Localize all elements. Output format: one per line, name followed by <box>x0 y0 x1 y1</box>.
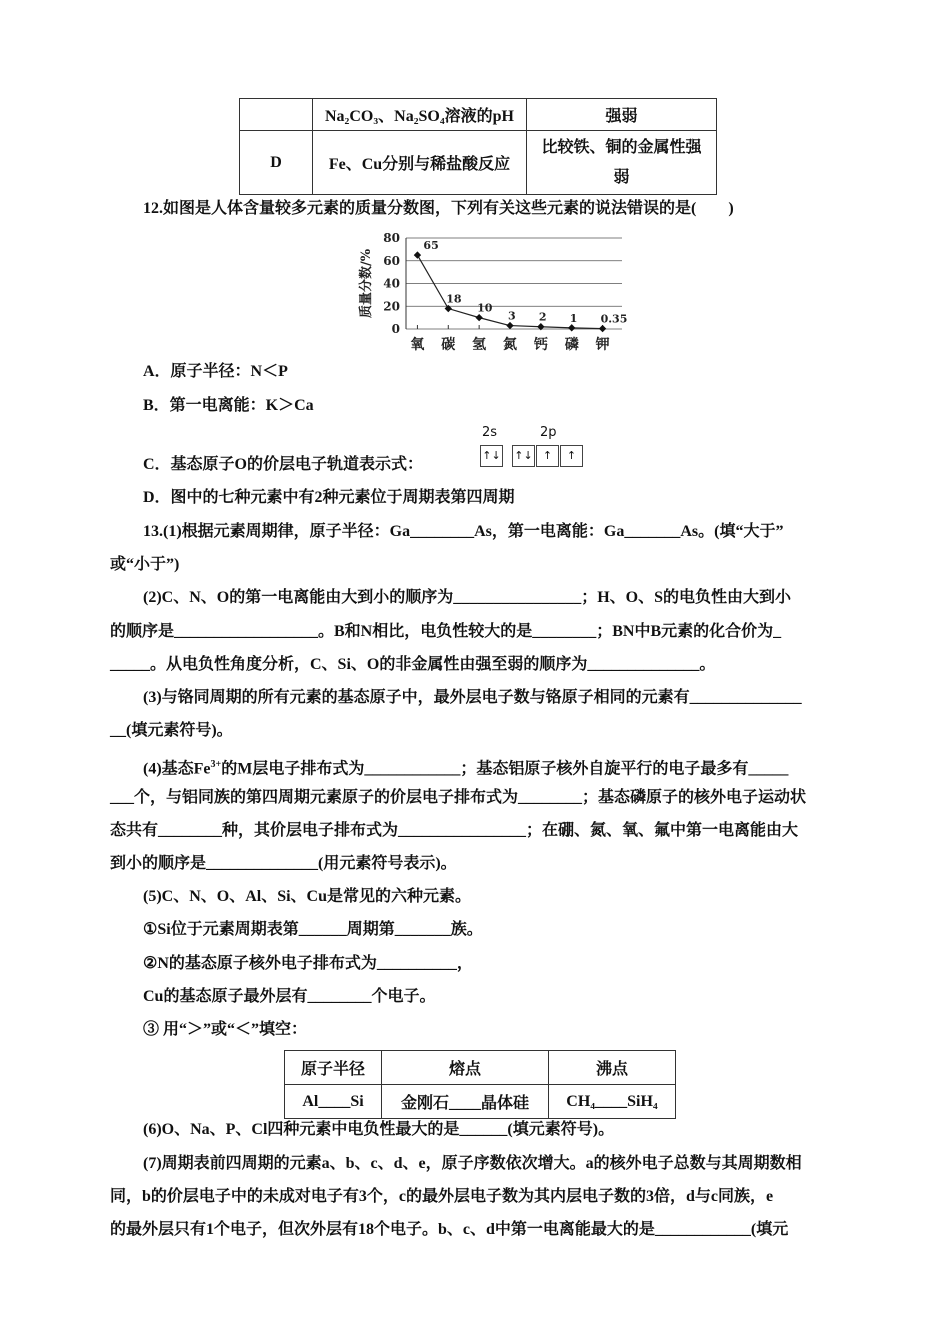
orbital-box-2p-1: ↑↓ <box>512 445 535 467</box>
orbital-box-2p-2: ↑ <box>536 445 559 467</box>
data-label: 1 <box>569 311 578 325</box>
orbital-box-2s: ↑↓ <box>480 445 503 467</box>
data-point <box>506 322 513 329</box>
table-cell: Na₂CO₃、Na₂SO₄溶液的pH <box>313 99 527 131</box>
table-cell: Fe、Cu分别与稀盐酸反应 <box>313 131 527 195</box>
question-12-stem: 12.如图是人体含量较多元素的质量分数图，下列有关这些元素的说法错误的是( ) <box>143 200 734 217</box>
table-cell: D <box>240 131 313 195</box>
data-label: 2 <box>538 310 547 324</box>
q13-line: ②N的基态原子核外电子排布式为__________， <box>143 955 473 972</box>
data-label: 65 <box>423 239 439 253</box>
x-tick-label: 钾 <box>595 337 610 353</box>
data-label: 3 <box>508 309 516 323</box>
q13-text: (4)基态Fe <box>143 760 211 778</box>
table-header: 原子半径 <box>285 1051 382 1085</box>
q13-line: 或“小于”) <box>110 556 180 573</box>
orbital-label-2p: 2p <box>540 425 557 440</box>
y-tick-label: 60 <box>383 253 400 268</box>
table-cell: 金刚石____晶体硅 <box>382 1085 549 1119</box>
x-tick-label: 氧 <box>410 337 425 353</box>
data-label: 10 <box>477 301 493 315</box>
y-tick-label: 40 <box>383 276 400 291</box>
data-point <box>475 314 482 321</box>
x-tick-label: 钙 <box>533 337 548 353</box>
q13-line: (5)C、N、O、Al、Si、Cu是常见的六种元素。 <box>143 888 472 905</box>
x-tick-label: 氮 <box>503 337 517 353</box>
fill-in-table <box>284 1050 676 1119</box>
q13-line: ___个，与铝同族的第四周期元素原子的价层电子排布式为________；基态磷原子的核外电子运动状 <box>110 789 807 806</box>
table-header: 沸点 <box>549 1051 676 1085</box>
data-point <box>599 325 606 332</box>
data-point <box>414 251 421 258</box>
data-label: 18 <box>446 292 462 306</box>
q13-line: 的最外层只有1个电子，但次外层有18个电子。b、c、d中第一电离能最大的是____________(填元 <box>110 1221 789 1238</box>
q13-line: ①Si位于元素周期表第______周期第_______族。 <box>143 921 483 938</box>
table-cell-text: 弱 <box>613 168 630 186</box>
data-point <box>568 324 575 331</box>
q13-line: 同，b的价层电子中的未成对电子有3个，c的最外层电子数为其内层电子数的3倍，d与c同族，e <box>110 1188 774 1205</box>
q13-line: 的顺序是__________________。B和N相比，电负性较大的是________；BN中B元素的化合价为_ <box>110 623 782 640</box>
q13-line: _____。从电负性角度分析，C、Si、O的非金属性由强至弱的顺序为______________。 <box>110 656 716 673</box>
table-cell-text: 比较铁、铜的金属性强 <box>541 138 702 156</box>
orbital-box-2p-3: ↑ <box>560 445 583 467</box>
q13-line: (3)与铬同周期的所有元素的基态原子中，最外层电子数与铬原子相同的元素有______________ <box>143 689 802 706</box>
q13-line: (2)C、N、O的第一电离能由大到小的顺序为________________；H、O、S的电负性由大到小 <box>143 589 792 606</box>
comparison-table <box>239 98 717 195</box>
table-cell <box>527 131 717 195</box>
table-cell: 强弱 <box>527 99 717 131</box>
q13-line: ③ 用“＞”或“＜”填空： <box>143 1021 308 1038</box>
q13-line: Cu的基态原子最外层有________个电子。 <box>143 988 436 1005</box>
q13-sup: 3+ <box>210 759 222 770</box>
data-label: 0.35 <box>600 312 628 326</box>
q13-line: (6)O、Na、P、Cl四种元素中电负性最大的是______(填元素符号)。 <box>143 1121 615 1138</box>
table-cell: CH₄____SiH₄ <box>549 1085 676 1119</box>
y-axis-label: 质量分数/% <box>359 248 374 319</box>
q13-line: 13.(1)根据元素周期律，原子半径：Ga________As，第一电离能：Ga_______As。(填“大于” <box>143 523 784 540</box>
mass-fraction-chart <box>350 226 630 356</box>
table-cell <box>240 99 313 131</box>
y-tick-label: 20 <box>383 299 400 314</box>
x-tick-label: 磷 <box>564 337 579 353</box>
orbital-label-2s: 2s <box>482 425 498 440</box>
y-tick-label: 0 <box>391 322 400 336</box>
q13-line: 到小的顺序是______________(用元素符号表示)。 <box>110 855 457 872</box>
q13-line: 态共有________种，其价层电子排布式为________________；在硼、氮、氧、氟中第一电离能由大 <box>110 822 799 839</box>
option-b: B．第一电离能：K＞Ca <box>143 397 314 414</box>
q13-text: 的M层电子排布式为____________；基态铝原子核外自旋平行的电子最多有_____ <box>221 760 789 778</box>
q13-line <box>143 755 873 779</box>
q13-line: __(填元素符号)。 <box>110 722 233 739</box>
table-header: 熔点 <box>382 1051 549 1085</box>
q13-line: (7)周期表前四周期的元素a、b、c、d、e，原子序数依次增大。a的核外电子总数与其周期数相 <box>143 1155 802 1172</box>
table-cell: Al____Si <box>285 1085 382 1119</box>
option-a: A．原子半径：N＜P <box>143 363 288 380</box>
x-tick-label: 氢 <box>472 337 487 353</box>
option-c: C．基态原子O的价层电子轨道表示式： <box>143 456 424 473</box>
y-tick-label: 80 <box>383 231 400 245</box>
x-tick-label: 碳 <box>441 337 456 353</box>
option-d: D．图中的七种元素中有2种元素位于周期表第四周期 <box>143 489 515 506</box>
